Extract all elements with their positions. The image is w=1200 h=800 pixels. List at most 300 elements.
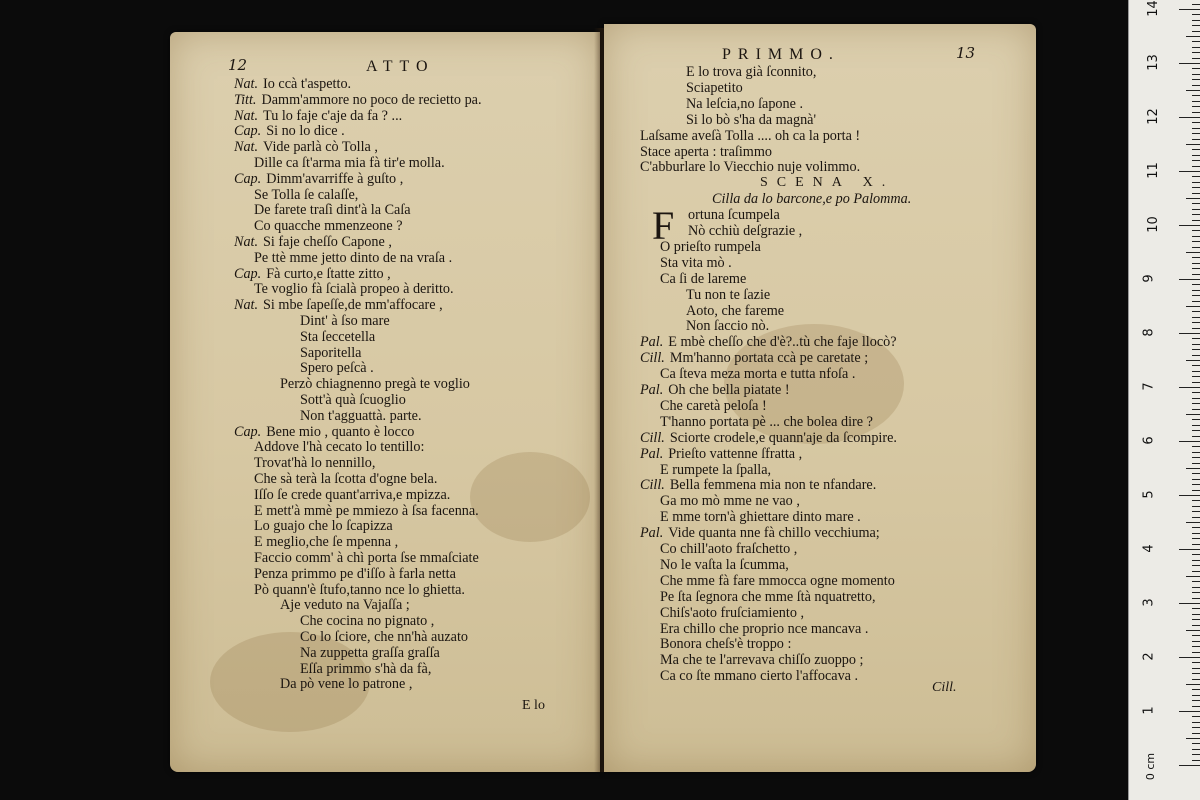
line-text: Ca co ſte mmano cierto l'affocava . <box>660 668 859 685</box>
ruler-tick <box>1179 711 1200 712</box>
ruler-tick <box>1192 544 1200 545</box>
line-text: Lo guajo che lo ſcapizza <box>254 518 393 535</box>
ruler-tick <box>1192 425 1200 426</box>
left-page-line <box>254 281 454 297</box>
ruler-tick <box>1192 85 1200 86</box>
line-text: Perzò chiagnenno pregà te voglio <box>280 376 470 393</box>
right-page-line <box>660 541 797 557</box>
line-text: O prieſto rumpela <box>660 238 761 255</box>
ruler-tick <box>1192 587 1200 588</box>
left-page-line <box>234 424 414 440</box>
right-page-line <box>640 525 880 541</box>
ruler-tick <box>1192 538 1200 539</box>
ruler-tick <box>1192 733 1200 734</box>
ruler-tick <box>1192 430 1200 431</box>
ruler-tick <box>1192 365 1200 366</box>
line-text: Sciapetito <box>686 79 743 96</box>
line-text: Iſſo ſe crede quant'arriva,e mpizza. <box>254 486 451 503</box>
ruler-tick <box>1192 41 1200 42</box>
ruler-tick <box>1192 554 1200 555</box>
left-page-line <box>300 329 375 345</box>
left-page-line <box>234 171 403 187</box>
ruler-tick <box>1192 344 1200 345</box>
ruler-tick <box>1192 160 1200 161</box>
ruler-tick <box>1192 760 1200 761</box>
ruler-tick <box>1192 112 1200 113</box>
ruler-tick <box>1192 155 1200 156</box>
ruler-tick <box>1192 187 1200 188</box>
speaker-label: Cill. <box>640 477 665 494</box>
line-text: Faccio comm' à chì porta ſse mmaſciate <box>254 550 479 566</box>
right-page-line <box>686 303 784 319</box>
right-page-line <box>686 287 770 303</box>
ruler-tick <box>1192 446 1200 447</box>
ruler-tick <box>1192 20 1200 21</box>
line-text: Tu non te ſazie <box>686 286 771 303</box>
ruler-tick <box>1192 382 1200 383</box>
ruler-tick <box>1192 47 1200 48</box>
line-text: Pe ttè mme jetto dinto de na vraſa . <box>254 249 453 266</box>
line-text: Penza primmo pe d'iſſo à farla netta <box>254 565 456 582</box>
ruler-tick <box>1192 101 1200 102</box>
ruler-tick <box>1192 419 1200 420</box>
ruler-tick <box>1192 500 1200 501</box>
left-page-line <box>254 550 479 566</box>
line-text: Si lo bò s'ha da magnà' <box>686 111 817 128</box>
ruler-tick <box>1179 603 1200 604</box>
ruler-tick <box>1192 700 1200 701</box>
ruler-tick <box>1192 122 1200 123</box>
ruler-tick <box>1192 166 1200 167</box>
ruler-tick <box>1192 14 1200 15</box>
ruler-tick <box>1192 68 1200 69</box>
ruler-tick <box>1186 468 1200 469</box>
ruler-tick <box>1179 765 1200 766</box>
ruler-tick <box>1192 193 1200 194</box>
ruler-tick <box>1179 225 1200 226</box>
ruler-tick <box>1192 268 1200 269</box>
speaker-label: Cill. <box>640 429 665 446</box>
ruler-tick <box>1192 355 1200 356</box>
ruler-tick <box>1192 754 1200 755</box>
line-text: Pe ſta ſegnora che mme ſtà nquatretto, <box>660 588 876 605</box>
ruler-tick <box>1192 479 1200 480</box>
ruler-tick <box>1192 560 1200 561</box>
ruler-tick <box>1192 473 1200 474</box>
catchword-right: Cill. <box>932 680 957 695</box>
right-page-line <box>660 573 895 589</box>
speaker-label: Pal. <box>640 382 664 398</box>
right-page-line <box>640 144 772 160</box>
ruler-tick <box>1192 571 1200 572</box>
ruler-tick <box>1192 527 1200 528</box>
ruler-tick <box>1192 128 1200 129</box>
line-text: Che caretà peloſa ! <box>660 397 767 414</box>
left-page-line <box>234 297 443 313</box>
ruler-tick <box>1192 257 1200 258</box>
left-page-line <box>254 566 456 582</box>
ruler-tick <box>1192 58 1200 59</box>
drop-cap: F <box>652 203 675 248</box>
ruler-tick <box>1192 106 1200 107</box>
right-page-line <box>660 398 767 414</box>
line-text: E rumpete la ſpalla, <box>660 461 772 478</box>
right-page-line <box>640 159 860 175</box>
line-text: Non t'agguattà. parte. <box>300 407 422 424</box>
left-page-line <box>234 76 351 92</box>
left-page-line <box>280 376 470 392</box>
line-text: E meglio,che ſe mpenna , <box>254 534 399 551</box>
ruler-tick <box>1192 533 1200 534</box>
ruler-tick <box>1192 592 1200 593</box>
line-text: Aje veduto na Vajaſſa ; <box>280 597 410 614</box>
line-text: ortuna ſcumpela <box>688 207 780 224</box>
line-text: Vide quanta nne fà chillo vecchiuma; <box>668 525 880 542</box>
right-page-line <box>640 128 860 144</box>
ruler-tick <box>1186 630 1200 631</box>
ruler-tick <box>1192 517 1200 518</box>
line-text: Dimm'avarriffe à guſto , <box>266 170 404 187</box>
ruler-tick <box>1192 311 1200 312</box>
ruler-tick <box>1192 598 1200 599</box>
ruler-tick <box>1179 9 1200 10</box>
speaker-label: Pal. <box>640 445 664 462</box>
line-text: Sta ſeccetella <box>300 328 376 345</box>
right-page-line <box>660 493 800 509</box>
speaker-label: Nat. <box>234 234 259 250</box>
line-text: Damm'ammore no poco de recietto pa. <box>261 91 482 108</box>
ruler-number: 2 <box>1141 652 1157 661</box>
line-text: Co quacche mmenzeone ? <box>254 218 403 235</box>
ruler-number: 14 <box>1145 0 1161 17</box>
ruler-tick <box>1192 457 1200 458</box>
left-page-line <box>254 439 424 455</box>
right-page-line <box>660 605 804 621</box>
right-page-line <box>660 621 868 637</box>
right-page-line <box>760 175 894 191</box>
line-text: C'abburlare lo Viecchio nuje volimmo. <box>640 159 861 176</box>
speaker-label: Pal. <box>640 525 664 542</box>
line-text: Si no lo dice . <box>266 123 345 140</box>
ruler-tick <box>1192 646 1200 647</box>
ruler-tick <box>1192 695 1200 696</box>
ruler-number: 6 <box>1141 436 1157 445</box>
ruler-tick <box>1192 236 1200 237</box>
line-text: SCENA X. <box>760 175 895 191</box>
ruler-tick <box>1192 301 1200 302</box>
ruler-tick <box>1192 371 1200 372</box>
ruler-tick <box>1192 338 1200 339</box>
line-text: Sott'à quà ſcuoglio <box>300 392 406 408</box>
right-page-line <box>660 589 876 605</box>
ruler-tick <box>1179 279 1200 280</box>
ruler-tick <box>1192 263 1200 264</box>
ruler-tick <box>1192 749 1200 750</box>
line-text: De farete traſì dint'à la Caſa <box>254 202 411 219</box>
ruler-tick <box>1179 495 1200 496</box>
right-page-line <box>688 223 802 239</box>
line-text: Che cocina no pignato , <box>300 613 435 630</box>
ruler-tick <box>1179 63 1200 64</box>
running-header-left: ATTO <box>366 58 435 75</box>
line-text: Addove l'hà cecato lo tentillo: <box>254 439 425 456</box>
line-text: Che sà terà la ſcotta d'ogne bela. <box>254 471 438 487</box>
ruler-tick <box>1192 689 1200 690</box>
ruler-tick <box>1186 252 1200 253</box>
ruler-number: 8 <box>1141 328 1157 337</box>
ruler-tick <box>1192 274 1200 275</box>
ruler-number: 11 <box>1145 162 1161 179</box>
ruler-tick <box>1192 581 1200 582</box>
ruler-tick <box>1192 668 1200 669</box>
right-page-line <box>712 191 911 207</box>
ruler-tick <box>1192 398 1200 399</box>
line-text: Co lo ſciore, che nn'hà auzato <box>300 629 469 645</box>
left-page-line <box>280 597 410 613</box>
right-page-line <box>686 112 816 128</box>
line-text: Non ſaccio nò. <box>686 318 770 335</box>
ruler-tick <box>1186 360 1200 361</box>
ruler-tick <box>1192 149 1200 150</box>
left-page-line <box>254 534 398 550</box>
line-text: Co chill'aoto fraſchetto , <box>660 541 798 557</box>
ruler-number: 4 <box>1141 544 1157 553</box>
ruler-tick <box>1186 684 1200 685</box>
left-page-line <box>254 202 411 218</box>
left-page-line <box>234 234 392 250</box>
ruler-tick <box>1179 657 1200 658</box>
ruler-tick <box>1179 117 1200 118</box>
speaker-label: Nat. <box>234 139 259 156</box>
ruler-tick <box>1192 52 1200 53</box>
line-text: Eſſa primmo s'hà da fà, <box>300 660 432 677</box>
left-page-line <box>254 582 465 598</box>
ruler-tick <box>1192 376 1200 377</box>
right-page-line <box>660 636 791 652</box>
ruler-tick <box>1186 90 1200 91</box>
left-page-line <box>234 108 402 124</box>
left-page-line <box>300 408 422 424</box>
ruler-tick <box>1192 484 1200 485</box>
right-page-line <box>640 430 897 446</box>
ruler-tick <box>1179 333 1200 334</box>
left-page-line <box>300 313 390 329</box>
ruler-tick <box>1192 409 1200 410</box>
ruler-tick <box>1186 144 1200 145</box>
left-page-line <box>254 455 375 471</box>
line-text: Ca ſteva meza morta e tutta nfoſa . <box>660 366 856 383</box>
ruler-tick <box>1192 322 1200 323</box>
speaker-label: Nat. <box>234 107 259 124</box>
ruler-tick <box>1179 387 1200 388</box>
left-page-line <box>300 392 406 408</box>
ruler-tick <box>1192 625 1200 626</box>
left-page-line <box>300 661 431 677</box>
line-text: Na leſcia,no ſapone . <box>686 95 803 112</box>
line-text: Mm'hanno portata ccà pe caretate ; <box>669 350 869 367</box>
ruler-unit-label: 0 cm <box>1144 752 1158 781</box>
right-page-line <box>660 668 858 684</box>
left-page-line <box>234 92 482 108</box>
ruler-number: 1 <box>1141 706 1157 715</box>
ruler-tick <box>1192 679 1200 680</box>
line-text: Chiſs'aoto fruſciamiento , <box>660 604 805 621</box>
ruler-tick <box>1192 317 1200 318</box>
right-page-line <box>686 64 816 80</box>
ruler-tick <box>1192 203 1200 204</box>
line-text: Stace aperta : traſimmo <box>640 143 772 160</box>
ruler-tick <box>1186 414 1200 415</box>
speaker-label: Cap. <box>234 423 262 440</box>
line-text: E mme torn'à ghiettare dinto mare . <box>660 509 861 526</box>
line-text: Io ccà t'aspetto. <box>263 76 352 92</box>
right-page-line <box>640 446 802 462</box>
right-page-line <box>660 414 873 430</box>
left-page-line <box>254 218 403 234</box>
ruler-number: 10 <box>1145 216 1161 233</box>
line-text: Dille ca ſt'arma mia fà tir'e molla. <box>254 155 445 171</box>
line-text: Nò cchiù deſgrazie , <box>688 223 803 239</box>
ruler-tick <box>1192 284 1200 285</box>
left-page-line <box>254 471 437 487</box>
ruler-tick <box>1192 565 1200 566</box>
line-text: Si mbe ſapeſſe,de mm'affocare , <box>263 297 443 314</box>
line-text: Oh che bella piatate ! <box>668 382 790 398</box>
left-page-line <box>280 676 412 692</box>
left-page <box>170 32 600 772</box>
line-text: Saporitella <box>300 344 362 361</box>
line-text: Te voglio fà ſcialà propeo à deritto. <box>254 281 454 298</box>
left-page-line <box>254 250 452 266</box>
ruler-tick <box>1192 743 1200 744</box>
ruler-tick <box>1192 652 1200 653</box>
ruler-tick <box>1192 209 1200 210</box>
speaker-label: Cap. <box>234 265 262 282</box>
right-page-line <box>640 334 897 350</box>
left-page-line <box>234 139 378 155</box>
ruler-tick <box>1192 139 1200 140</box>
left-page-line <box>300 645 440 661</box>
ruler-tick <box>1192 182 1200 183</box>
line-text: Da pò vene lo patrone , <box>280 676 413 693</box>
ruler-tick <box>1192 706 1200 707</box>
ruler-tick <box>1179 441 1200 442</box>
right-page-line <box>660 271 746 287</box>
right-page-line <box>640 382 790 398</box>
ruler-tick <box>1192 452 1200 453</box>
ruler-tick <box>1192 490 1200 491</box>
right-page-line <box>640 477 876 493</box>
ruler-tick <box>1192 727 1200 728</box>
right-page-line <box>660 557 789 573</box>
ruler-tick <box>1192 79 1200 80</box>
ruler-tick <box>1192 328 1200 329</box>
ruler-tick <box>1192 722 1200 723</box>
ruler-tick <box>1192 635 1200 636</box>
running-header-right: PRIMMO. <box>722 46 840 63</box>
ruler-tick <box>1192 511 1200 512</box>
ruler-tick <box>1192 4 1200 5</box>
line-text: Bella femmena mia non te nfandare. <box>669 477 877 494</box>
line-text: T'hanno portata pè ... che bolea dire ? <box>660 413 873 430</box>
ruler-number: 7 <box>1141 382 1157 391</box>
ruler-tick <box>1192 214 1200 215</box>
speaker-label: Cill. <box>640 350 665 367</box>
ruler-tick <box>1186 576 1200 577</box>
line-text: Na zuppetta graſſa graſſa <box>300 644 440 661</box>
ruler-tick <box>1192 641 1200 642</box>
ruler-tick <box>1192 403 1200 404</box>
ruler-tick <box>1192 241 1200 242</box>
page-number-left: 12 <box>228 56 248 74</box>
ruler-tick <box>1192 614 1200 615</box>
line-text: Che mme fà fare mmocca ogne momento <box>660 572 895 589</box>
ruler-number: 5 <box>1141 490 1157 499</box>
line-text: Trovat'hà lo nennillo, <box>254 455 376 472</box>
ruler-tick <box>1192 295 1200 296</box>
left-page-line <box>254 518 393 534</box>
catchword-left: E lo <box>522 698 545 713</box>
line-text: Prieſto vattenne ſfratta , <box>668 445 803 462</box>
line-text: Aoto, che fareme <box>686 302 785 319</box>
line-text: Laſsame aveſà Tolla .... oh ca la porta ! <box>640 127 861 144</box>
ruler-tick <box>1192 25 1200 26</box>
ruler-tick <box>1192 133 1200 134</box>
ruler-tick <box>1192 463 1200 464</box>
left-page-line <box>300 613 434 629</box>
ruler-tick <box>1192 95 1200 96</box>
ruler-tick <box>1179 549 1200 550</box>
ruler-tick <box>1192 619 1200 620</box>
line-text: Sta vita mò . <box>660 254 732 271</box>
ruler-tick <box>1192 662 1200 663</box>
ruler-tick <box>1192 290 1200 291</box>
speaker-label: Nat. <box>234 76 259 92</box>
line-text: Spero peſcà . <box>300 360 374 377</box>
line-text: E mbè cheſſo che d'è?..tù che faje llocò? <box>668 334 897 351</box>
line-text: Ca ſi de lareme <box>660 270 747 287</box>
right-page-line <box>686 318 769 334</box>
line-text: Cilla da lo barcone,e po Palomma. <box>712 191 912 208</box>
ruler-tick <box>1192 74 1200 75</box>
ruler-tick <box>1186 738 1200 739</box>
ruler-tick <box>1192 247 1200 248</box>
right-page-line <box>686 80 743 96</box>
ruler-tick <box>1192 349 1200 350</box>
line-text: Bene mio , quanto è locco <box>266 423 415 440</box>
speaker-label: Cap. <box>234 123 262 140</box>
speaker-label: Cap. <box>234 170 262 187</box>
left-page-line <box>254 487 450 503</box>
ruler-tick <box>1179 171 1200 172</box>
speaker-label: Nat. <box>234 297 259 314</box>
left-page-line <box>234 123 345 139</box>
right-page-line <box>660 509 861 525</box>
right-page-line <box>660 366 855 382</box>
left-page-line <box>300 360 374 376</box>
ruler-number: 9 <box>1141 274 1157 283</box>
ruler-tick <box>1192 506 1200 507</box>
left-page-line <box>234 266 391 282</box>
speaker-label: Pal. <box>640 334 664 351</box>
left-page-line <box>300 629 468 645</box>
ruler-number: 12 <box>1145 108 1161 125</box>
right-page <box>604 24 1036 772</box>
line-text: Vide parlà cò Tolla , <box>263 139 378 156</box>
line-text: Dint' à ſso mare <box>300 313 390 329</box>
ruler-tick <box>1192 436 1200 437</box>
speaker-label: Titt. <box>234 91 257 108</box>
